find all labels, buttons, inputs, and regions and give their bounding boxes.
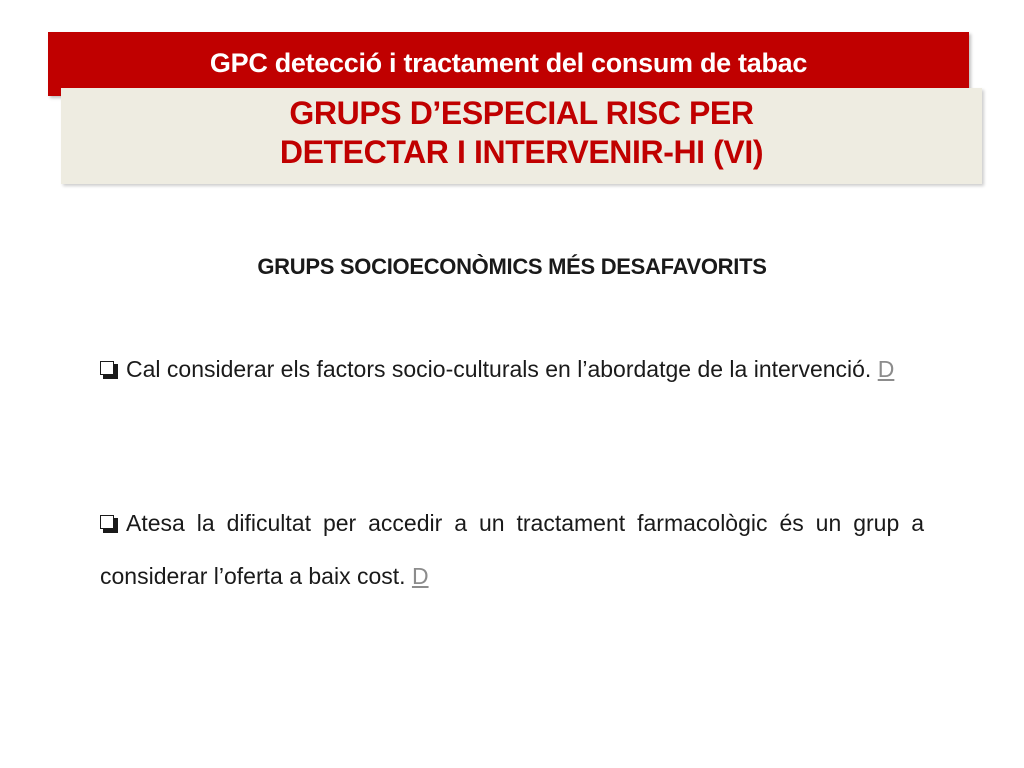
slide-title-box <box>61 88 982 184</box>
header-banner <box>48 32 969 96</box>
bullet-item <box>100 343 924 396</box>
bullet-text: Cal considerar els factors socio-culturals en l’abordatge de la intervenció. <box>126 356 878 382</box>
banner-title: GPC detecció i tractament del consum de tabac <box>209 48 808 78</box>
bullet-item <box>100 497 924 603</box>
slide-title-line-1: GRUPS D’ESPECIAL RISC PER <box>289 95 754 131</box>
checkbox-square-icon <box>100 515 118 533</box>
section-heading: GRUPS SOCIOECONÒMICS MÉS DESAFAVORITS <box>257 254 767 279</box>
slide-title-line-2: DETECTAR I INTERVENIR-HI (VI) <box>279 134 764 170</box>
bullet-text: Atesa la dificultat per accedir a un tractament farmacològic és un grup a considerar l’oferta a baix cost. <box>100 510 924 589</box>
evidence-grade-link[interactable]: D <box>411 563 429 589</box>
checkbox-square-icon <box>100 361 118 379</box>
evidence-grade-link[interactable]: D <box>877 356 895 382</box>
